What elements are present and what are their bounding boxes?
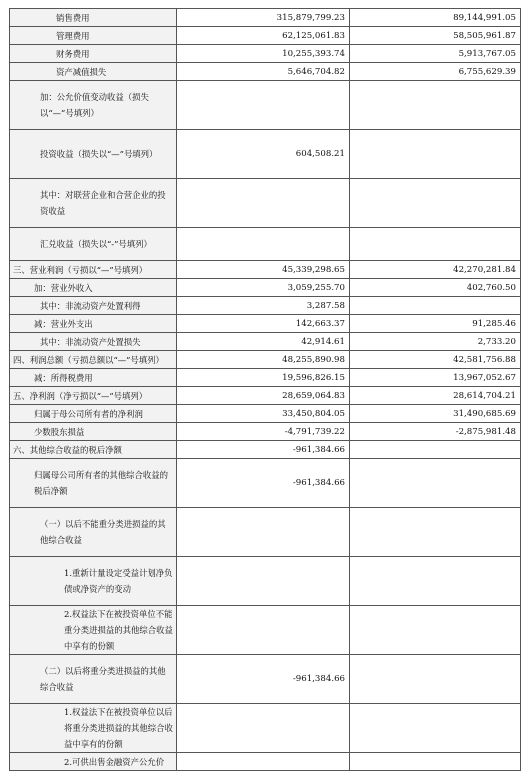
- previous-period-value: [350, 606, 521, 655]
- row-label-income-tax: 减：所得税费用: [10, 369, 177, 387]
- previous-period-value: 58,505,961.87: [350, 27, 521, 45]
- row-label-finance-expenses: 财务费用: [10, 45, 177, 63]
- table-row: [10, 261, 521, 279]
- previous-period-value: [350, 557, 521, 606]
- row-label-total-profit: 四、利润总额（亏损总额以“—”号填列）: [10, 351, 177, 369]
- table-row: [10, 279, 521, 297]
- current-period-value: 62,125,061.83: [177, 27, 350, 45]
- table-row: [10, 130, 521, 179]
- table-row: [10, 228, 521, 261]
- row-label-oci-reclassified: （二）以后将重分类进损益的其他综合收益: [10, 655, 177, 704]
- current-period-value: -961,384.66: [177, 441, 350, 459]
- previous-period-value: [350, 228, 521, 261]
- current-period-value: 142,663.37: [177, 315, 350, 333]
- previous-period-value: 42,581,756.88: [350, 351, 521, 369]
- table-row: [10, 405, 521, 423]
- row-label-parent-oci: 归属母公司所有者的其他综合收益的税后净额: [10, 459, 177, 508]
- previous-period-value: 28,614,704.21: [350, 387, 521, 405]
- previous-period-value: [350, 297, 521, 315]
- table-row: [10, 179, 521, 228]
- row-label-admin-expenses: 管理费用: [10, 27, 177, 45]
- current-period-value: [177, 753, 350, 771]
- row-label-selling-expenses: 销售费用: [10, 9, 177, 27]
- row-label-afs-fair-value: 2.可供出售金融资产公允价: [10, 753, 177, 771]
- table-row: [10, 333, 521, 351]
- current-period-value: [177, 606, 350, 655]
- table-row: [10, 508, 521, 557]
- current-period-value: 19,596,826.15: [177, 369, 350, 387]
- current-period-value: 42,914.61: [177, 333, 350, 351]
- current-period-value: -961,384.66: [177, 459, 350, 508]
- row-label-exchange-gain: 汇兑收益（损失以“-”号填列）: [10, 228, 177, 261]
- current-period-value: [177, 557, 350, 606]
- previous-period-value: -2,875,981.48: [350, 423, 521, 441]
- previous-period-value: 91,285.46: [350, 315, 521, 333]
- row-label-net-profit: 五、净利润（净亏损以“—”号填列）: [10, 387, 177, 405]
- row-label-equity-method-not-reclassified: 2.权益法下在被投资单位不能重分类进损益的其他综合收益中享有的份额: [10, 606, 177, 655]
- row-label-minority-interest: 少数股东损益: [10, 423, 177, 441]
- previous-period-value: 13,967,052.67: [350, 369, 521, 387]
- previous-period-value: [350, 441, 521, 459]
- row-label-disposal-gain: 其中：非流动资产处置利得: [10, 297, 177, 315]
- current-period-value: [177, 81, 350, 130]
- current-period-value: 5,646,704.82: [177, 63, 350, 81]
- table-row: [10, 45, 521, 63]
- row-label-oci-net: 六、其他综合收益的税后净额: [10, 441, 177, 459]
- table-row: [10, 387, 521, 405]
- row-label-asset-impairment: 资产减值损失: [10, 63, 177, 81]
- current-period-value: 604,508.21: [177, 130, 350, 179]
- table-row: [10, 297, 521, 315]
- current-period-value: 315,879,799.23: [177, 9, 350, 27]
- table-row: [10, 27, 521, 45]
- current-period-value: 3,287.58: [177, 297, 350, 315]
- previous-period-value: [350, 508, 521, 557]
- row-label-parent-net-profit: 归属于母公司所有者的净利润: [10, 405, 177, 423]
- table-row: [10, 423, 521, 441]
- current-period-value: 48,255,890.98: [177, 351, 350, 369]
- previous-period-value: 2,733.20: [350, 333, 521, 351]
- previous-period-value: 402,760.50: [350, 279, 521, 297]
- previous-period-value: [350, 655, 521, 704]
- table-row: [10, 606, 521, 655]
- previous-period-value: 31,490,685.69: [350, 405, 521, 423]
- row-label-non-operating-income: 加：营业外收入: [10, 279, 177, 297]
- table-row: [10, 63, 521, 81]
- row-label-operating-profit: 三、营业利润（亏损以“—”号填列）: [10, 261, 177, 279]
- previous-period-value: 89,144,991.05: [350, 9, 521, 27]
- previous-period-value: [350, 179, 521, 228]
- income-statement-table: [9, 8, 521, 771]
- table-row: [10, 557, 521, 606]
- row-label-disposal-loss: 其中：非流动资产处置损失: [10, 333, 177, 351]
- table-row: [10, 655, 521, 704]
- current-period-value: -961,384.66: [177, 655, 350, 704]
- current-period-value: [177, 179, 350, 228]
- current-period-value: [177, 508, 350, 557]
- table-row: [10, 9, 521, 27]
- current-period-value: 45,339,298.65: [177, 261, 350, 279]
- previous-period-value: [350, 753, 521, 771]
- previous-period-value: 6,755,629.39: [350, 63, 521, 81]
- row-label-investment-income: 投资收益（损失以“—”号填列）: [10, 130, 177, 179]
- row-label-oci-not-reclassified: （一）以后不能重分类进损益的其他综合收益: [10, 508, 177, 557]
- table-row: [10, 441, 521, 459]
- row-label-associate-income: 其中：对联营企业和合营企业的投资收益: [10, 179, 177, 228]
- current-period-value: 3,059,255.70: [177, 279, 350, 297]
- current-period-value: 28,659,064.83: [177, 387, 350, 405]
- previous-period-value: [350, 704, 521, 753]
- table-row: [10, 704, 521, 753]
- current-period-value: 10,255,393.74: [177, 45, 350, 63]
- current-period-value: [177, 704, 350, 753]
- table-row: [10, 369, 521, 387]
- current-period-value: [177, 228, 350, 261]
- row-label-remeasurement: 1.重新计量设定受益计划净负债或净资产的变动: [10, 557, 177, 606]
- previous-period-value: 42,270,281.84: [350, 261, 521, 279]
- previous-period-value: [350, 130, 521, 179]
- previous-period-value: 5,913,767.05: [350, 45, 521, 63]
- previous-period-value: [350, 459, 521, 508]
- row-label-non-operating-expense: 减：营业外支出: [10, 315, 177, 333]
- table-row: [10, 315, 521, 333]
- table-row: [10, 753, 521, 771]
- table-row: [10, 351, 521, 369]
- row-label-fair-value-change: 加：公允价值变动收益（损失以“—”号填列）: [10, 81, 177, 130]
- table-row: [10, 81, 521, 130]
- table-row: [10, 459, 521, 508]
- row-label-equity-method-reclassified: 1.权益法下在被投资单位以后将重分类进损益的其他综合收益中享有的份额: [10, 704, 177, 753]
- current-period-value: -4,791,739.22: [177, 423, 350, 441]
- current-period-value: 33,450,804.05: [177, 405, 350, 423]
- previous-period-value: [350, 81, 521, 130]
